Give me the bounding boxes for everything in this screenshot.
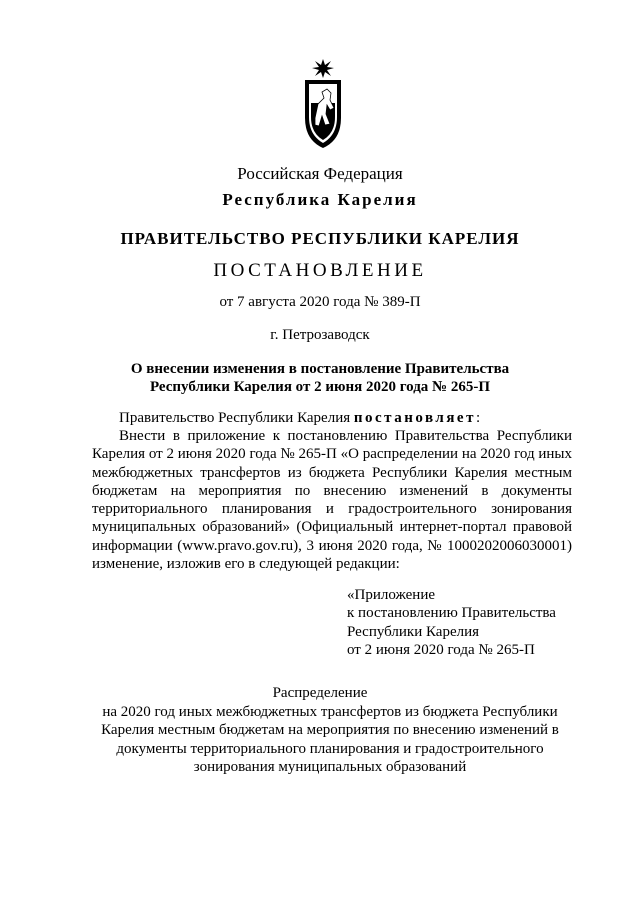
- appendix-line-3: Республики Карелия: [347, 623, 480, 640]
- subject-line-1: О внесении изменения в постановление Правительства: [130, 361, 510, 377]
- coat-of-arms-emblem: [296, 58, 350, 150]
- republic-name: Республика Карелия: [222, 190, 418, 209]
- subject-line-2: Республики Карелия от 2 июня 2020 года № 265-П: [149, 379, 491, 395]
- resolution-verb: постановляет: [353, 410, 476, 426]
- government-name: ПРАВИТЕЛЬСТВО РЕСПУБЛИКИ КАРЕЛИЯ: [120, 229, 520, 248]
- country-name: Российская Федерация: [237, 164, 403, 183]
- decree-date: от 7 августа 2020 года № 389-П: [219, 294, 421, 310]
- decree-subject: [0, 360, 640, 396]
- appendix-line-1: «Приложение: [347, 587, 436, 603]
- resolution-subject: Правительство Республики Карелия: [119, 410, 354, 426]
- resolution-paragraph: Внести в приложение к постановлению Правительства Республики Карелия от 2 июня 2020 года № 265-П «О распределении на 2020 год иных межбюджетных трансфертов из бюджета Республики Карелия местным бюджетам на мероприятия по внесению изменений в документы территориального планирования и градостроительного зонирования муниципальных образований» (Официальный интернет-портал правовой информации (www.pravo.gov.ru), 3 июня 2020 года, № 1000202006030001) изменение, изложив его в следующей редакции:: [92, 428, 572, 573]
- appendix-reference: [347, 586, 556, 659]
- distribution-description: на 2020 год иных межбюджетных трансфертов из бюджета Республики Карелия местным бюджетам на мероприятия по внесению изменений в документы территориального планирования и градостроительного зонирования муниципальных образований: [101, 704, 559, 775]
- appendix-line-4: от 2 июня 2020 года № 265-П: [347, 641, 535, 658]
- decree-type: ПОСТАНОВЛЕНИЕ: [213, 260, 427, 281]
- distribution-title: Распределение: [272, 685, 368, 701]
- resolution-colon: :: [475, 410, 481, 426]
- resolution-intro: [92, 409, 572, 427]
- appendix-line-2: к постановлению Правительства: [347, 605, 556, 622]
- decree-city: г. Петрозаводск: [270, 327, 370, 343]
